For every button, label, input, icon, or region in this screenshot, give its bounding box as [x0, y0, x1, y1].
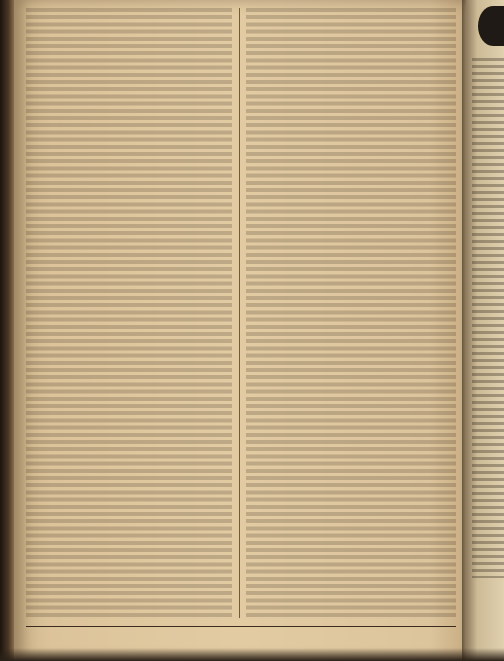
type-texture-left [26, 8, 232, 618]
footer-divider [26, 626, 456, 627]
type-texture-right [246, 8, 456, 618]
book-binding [0, 0, 14, 661]
text-column-left [26, 8, 232, 618]
adjacent-page-stamp [478, 6, 504, 46]
scan-bottom-edge [0, 648, 504, 661]
text-column-right [246, 8, 456, 618]
imprint-footer [26, 631, 456, 647]
newspaper-page [14, 0, 466, 661]
column-divider [239, 8, 240, 618]
adjacent-page-text [472, 58, 504, 578]
